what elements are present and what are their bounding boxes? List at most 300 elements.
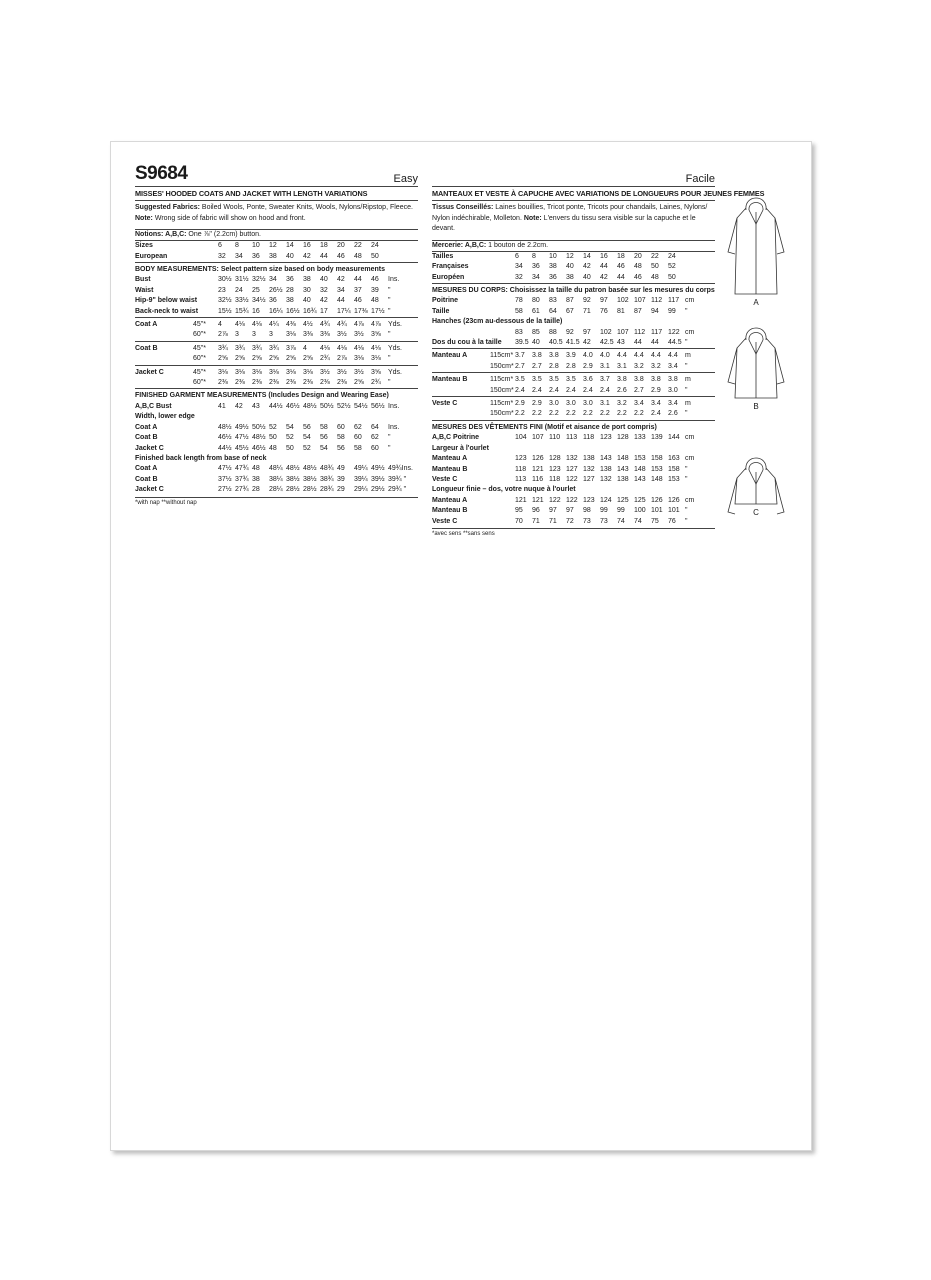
size-value: 81	[617, 307, 625, 315]
view-label: C	[753, 508, 759, 517]
size-value: 38	[566, 273, 574, 281]
size-value: 97	[566, 507, 574, 515]
difficulty-label-fr: Facile	[685, 173, 715, 185]
size-value: 38¼	[269, 475, 283, 483]
row-label: Back-neck to waist	[135, 307, 199, 315]
size-value: 74	[617, 517, 625, 525]
size-value: 3.4	[634, 400, 644, 408]
size-value: 3.2	[634, 362, 644, 370]
section-heading	[432, 485, 715, 495]
size-value: 20	[337, 242, 345, 250]
row-label: Coat B	[135, 434, 158, 442]
size-value: 48	[269, 444, 277, 452]
size-value: 15¾	[235, 307, 249, 315]
unit: "	[388, 331, 391, 339]
coat-line	[749, 333, 763, 341]
size-value: 122	[549, 496, 561, 504]
size-value: 25	[252, 286, 260, 294]
fabric-width	[490, 465, 515, 475]
size-value: 4	[303, 344, 307, 352]
size-value: 97	[549, 507, 557, 515]
size-value: 73	[600, 517, 608, 525]
size-value: 2⅞	[218, 331, 228, 339]
size-value: 2⅞	[337, 355, 347, 363]
size-value: 48½	[218, 423, 232, 431]
size-value: 38	[549, 263, 557, 271]
view-sketches	[721, 182, 791, 572]
size-value: 15½	[218, 307, 232, 315]
size-value: 30	[303, 286, 311, 294]
row-label: Veste C	[432, 475, 458, 483]
unit: "	[388, 307, 391, 315]
size-value: 52	[668, 263, 676, 271]
size-value: 3.8	[617, 376, 627, 384]
size-value: 39.5	[515, 339, 529, 347]
size-value: 44	[634, 339, 642, 347]
size-value: 48	[252, 465, 260, 473]
note-text-fr: L'envers du tissu sera visible sur la capuche et le devant.	[432, 214, 696, 233]
size-value: 3¾	[218, 344, 228, 352]
size-value: 153	[634, 455, 646, 463]
size-value: 17½	[371, 307, 385, 315]
size-value: 52	[286, 434, 294, 442]
section-heading-text: Longueur finie – dos, votre nuque à l'ourlet	[432, 486, 576, 494]
size-value: 71	[549, 517, 557, 525]
size-value: 2⅝	[218, 355, 228, 363]
size-value: 4.4	[651, 352, 661, 360]
size-value: 143	[600, 455, 612, 463]
size-value: 42	[583, 263, 591, 271]
size-value: 38¾	[320, 475, 334, 483]
size-value: 16	[303, 242, 311, 250]
size-value: 3½	[354, 368, 364, 376]
size-value: 4.4	[668, 352, 678, 360]
size-value: 138	[617, 475, 629, 483]
fabric-width	[193, 241, 218, 251]
size-value: 75	[651, 517, 659, 525]
size-value: 39¼	[354, 475, 368, 483]
size-value: 40.5	[549, 339, 563, 347]
size-value: 107	[634, 297, 646, 305]
size-value: 3⅛	[286, 331, 296, 339]
row-label: Européen	[432, 273, 465, 281]
row-label: A,B,C Bust	[135, 402, 172, 410]
size-value: 56	[320, 434, 328, 442]
size-value: 3.4	[651, 400, 661, 408]
size-value: 44	[617, 273, 625, 281]
row-label: Jacket C	[135, 486, 164, 494]
note-label: Note:	[135, 214, 153, 222]
section-heading-text: Largeur à l'ourlet	[432, 444, 489, 452]
size-value: 126	[668, 496, 680, 504]
size-value: 2.4	[532, 386, 542, 394]
size-value: 3⅜	[320, 331, 330, 339]
table-row	[432, 262, 715, 272]
size-value: 54½	[354, 402, 368, 410]
size-value: 2⅝	[252, 355, 262, 363]
view-sketch-a	[721, 182, 791, 312]
size-value: 4.4	[634, 352, 644, 360]
size-value: 121	[532, 496, 544, 504]
size-value: 124	[600, 496, 612, 504]
size-value: 38	[269, 252, 277, 260]
view-label: B	[753, 402, 759, 411]
size-value: 2.2	[634, 410, 644, 418]
size-value: 76	[600, 307, 608, 315]
size-value: 2.4	[515, 386, 525, 394]
size-value: 50	[269, 434, 277, 442]
table-row	[135, 330, 418, 341]
unit: m	[685, 376, 691, 384]
fabric-width	[193, 286, 218, 296]
size-value: 12	[566, 252, 574, 260]
unit: "	[388, 444, 391, 452]
size-value: 4¾	[337, 321, 347, 329]
unit: "	[685, 307, 688, 315]
row-label: Manteau B	[432, 465, 468, 473]
size-value: 40	[566, 263, 574, 271]
size-value: 87	[634, 307, 642, 315]
size-value: 32	[515, 273, 523, 281]
size-value: 50½	[252, 423, 266, 431]
size-value: 27½	[218, 486, 232, 494]
unit: "	[685, 465, 688, 473]
size-value: 132	[583, 465, 595, 473]
size-value: 122	[566, 475, 578, 483]
size-value: 28	[252, 486, 260, 494]
size-value: 121	[515, 496, 527, 504]
coat-drawing	[721, 312, 791, 432]
size-value: 138	[600, 465, 612, 473]
table-row	[135, 464, 418, 474]
size-value: 2.2	[515, 410, 525, 418]
size-value: 3⅛	[354, 355, 364, 363]
size-value: 158	[668, 465, 680, 473]
fabric-width	[490, 475, 515, 485]
size-value: 71	[532, 517, 540, 525]
coat-drawing	[721, 182, 791, 302]
size-value: 29	[337, 486, 345, 494]
notions-label-fr: Mercerie: A,B,C:	[432, 241, 487, 249]
size-value: 39½	[371, 475, 385, 483]
size-value: 112	[634, 328, 646, 336]
size-value: 158	[651, 455, 663, 463]
size-value: 122	[566, 496, 578, 504]
table-row	[432, 409, 715, 420]
size-value: 153	[651, 465, 663, 473]
size-value: 3½	[320, 368, 330, 376]
size-value: 4½	[303, 321, 313, 329]
size-value: 83	[549, 297, 557, 305]
size-value: 60	[371, 444, 379, 452]
unit: "	[388, 379, 391, 387]
size-value: 14	[583, 252, 591, 260]
coat-line	[749, 203, 763, 211]
table-row	[432, 475, 715, 485]
fabric-width: 115cm*	[490, 352, 514, 360]
size-value: 14	[286, 242, 294, 250]
size-value: 97	[600, 297, 608, 305]
size-value: 2⅜	[337, 379, 347, 387]
size-value: 42.5	[600, 339, 614, 347]
size-value: 3.0	[566, 400, 576, 408]
french-size-chart	[432, 252, 715, 527]
size-value: 64	[549, 307, 557, 315]
unit: "	[388, 297, 391, 305]
size-value: 60	[354, 434, 362, 442]
row-label	[135, 330, 193, 341]
table-row	[432, 296, 715, 306]
unit: Ins.	[388, 276, 400, 284]
size-value: 16½	[286, 307, 300, 315]
size-value: 46	[634, 273, 642, 281]
table-row	[432, 506, 715, 516]
size-value: 2⅜	[252, 379, 262, 387]
fabric-width	[490, 252, 515, 262]
size-value: 143	[617, 465, 629, 473]
size-value: 54	[320, 444, 328, 452]
fabrics-text	[135, 201, 418, 224]
size-value: 8	[532, 252, 536, 260]
section-heading-text: Hanches (23cm au-dessous de la taille)	[432, 318, 563, 326]
notions-line	[135, 229, 418, 241]
size-value: 4.4	[617, 352, 627, 360]
table-row	[135, 320, 418, 330]
size-value: 45½	[235, 444, 249, 452]
size-value: 80	[532, 297, 540, 305]
size-value: 3.5	[566, 376, 576, 384]
section-heading-text: Width, lower edge	[135, 413, 195, 421]
size-value: 56	[303, 423, 311, 431]
size-value: 88	[549, 328, 557, 336]
nap-footnote-fr: *avec sens **sans sens	[432, 530, 495, 537]
table-row	[135, 344, 418, 354]
size-value: 40	[303, 297, 311, 305]
english-column	[135, 163, 418, 506]
table-row	[135, 307, 418, 318]
table-row	[432, 252, 715, 262]
unit: cm	[685, 328, 695, 336]
size-value: 50	[286, 444, 294, 452]
size-value: 83	[515, 328, 523, 336]
row-label: Manteau B	[432, 507, 468, 515]
fabric-width	[193, 275, 218, 285]
size-value: 61	[532, 307, 540, 315]
size-value: 3.0	[583, 400, 593, 408]
size-value: 34	[532, 273, 540, 281]
unit: cm	[685, 496, 695, 504]
table-row	[135, 354, 418, 365]
pattern-subtitle-fr: MANTEAUX ET VESTE À CAPUCHE AVEC VARIATIONS DE LONGUEURS POUR JEUNES FEMMES	[432, 187, 715, 201]
row-label	[432, 409, 490, 420]
size-value: 121	[532, 465, 544, 473]
size-value: 3½	[354, 331, 364, 339]
size-value: 3.0	[668, 386, 678, 394]
table-row	[432, 375, 715, 385]
size-value: 4⅛	[354, 344, 364, 352]
size-value: 60	[337, 423, 345, 431]
size-value: 56	[337, 444, 345, 452]
size-value: 4⅛	[320, 344, 330, 352]
size-value: 6	[218, 242, 222, 250]
fabric-width: 150cm*	[490, 386, 514, 394]
section-heading	[135, 265, 418, 275]
unit: Ins.	[388, 423, 400, 431]
size-value: 44	[354, 276, 362, 284]
table-row	[135, 423, 418, 433]
size-value: 2.9	[515, 400, 525, 408]
section-heading	[432, 444, 715, 454]
unit	[388, 241, 418, 251]
size-value: 24	[235, 286, 243, 294]
size-value: 126	[651, 496, 663, 504]
unit: "	[685, 475, 688, 483]
table-row	[135, 252, 418, 263]
section-heading-text: FINISHED GARMENT MEASUREMENTS (Includes Design and Wearing Ease)	[135, 392, 389, 400]
size-value: 123	[549, 465, 561, 473]
size-value: 2⅜	[235, 379, 245, 387]
fabric-width: 115cm*	[490, 400, 514, 408]
size-value: 3½	[337, 368, 347, 376]
section-heading-text: MESURES DU CORPS: Choisissez la taille du patron basée sur les mesures du corps	[432, 287, 715, 294]
french-header	[432, 166, 715, 187]
size-value: 4¾	[320, 321, 330, 329]
size-value: 138	[583, 455, 595, 463]
unit: "	[685, 339, 688, 347]
size-value: 38	[303, 276, 311, 284]
table-row	[432, 351, 715, 361]
size-value: 34½	[252, 297, 266, 305]
row-label: Coat B	[135, 475, 158, 483]
fabric-width: 60"*	[193, 331, 206, 339]
note-label-fr: Note:	[523, 214, 542, 222]
size-value: 99	[600, 507, 608, 515]
fabric-width: 45"*	[193, 368, 206, 376]
size-value: 3⅛	[286, 368, 296, 376]
size-value: 16¼	[269, 307, 283, 315]
table-row	[135, 378, 418, 389]
size-value: 97	[583, 328, 591, 336]
size-value: 2.9	[651, 386, 661, 394]
size-value: 44½	[218, 444, 232, 452]
size-value: 42	[583, 339, 591, 347]
row-label: European	[135, 252, 168, 260]
size-value: 58	[337, 434, 345, 442]
table-row	[135, 475, 418, 485]
table-row	[432, 454, 715, 464]
table-row	[135, 485, 418, 495]
size-value: 36	[532, 263, 540, 271]
size-value: 4⅛	[371, 344, 381, 352]
size-value: 58	[515, 307, 523, 315]
size-value: 38½	[303, 475, 317, 483]
fabric-width: 150cm*	[490, 410, 514, 418]
table-row	[135, 286, 418, 296]
size-value: 3.1	[600, 362, 610, 370]
size-value: 123	[583, 496, 595, 504]
size-value: 36	[286, 276, 294, 284]
size-value: 62	[371, 434, 379, 442]
fabric-width	[193, 402, 218, 412]
size-value: 2⅝	[303, 355, 313, 363]
coat-line	[728, 218, 737, 254]
size-value: 144	[668, 434, 680, 442]
size-value: 148	[651, 475, 663, 483]
size-value: 2.4	[583, 386, 593, 394]
size-value: 128	[549, 455, 561, 463]
size-value: 40	[583, 273, 591, 281]
size-value: 2¾	[371, 379, 381, 387]
size-value: 40	[532, 339, 540, 347]
size-value: 24	[668, 252, 676, 260]
view-sketch-b	[721, 312, 791, 442]
fabric-width	[490, 262, 515, 272]
section-heading	[135, 391, 418, 401]
size-value: 3.8	[651, 376, 661, 384]
size-value: 3.8	[668, 376, 678, 384]
size-value: 3.1	[617, 362, 627, 370]
size-value: 48½	[286, 465, 300, 473]
size-value: 64	[371, 423, 379, 431]
size-value: 50	[371, 252, 379, 260]
size-value: 2.2	[600, 410, 610, 418]
fabric-width	[193, 444, 218, 454]
size-value: 3.4	[668, 400, 678, 408]
size-value: 104	[515, 434, 527, 442]
row-label: A,B,C Poitrine	[432, 434, 480, 442]
size-value: 24	[371, 242, 379, 250]
fabric-width	[490, 454, 515, 464]
size-value: 3.5	[549, 376, 559, 384]
unit: cm	[685, 455, 695, 463]
size-value: 3	[252, 331, 256, 339]
size-value: 2.4	[549, 386, 559, 394]
unit: m	[685, 400, 691, 408]
size-value: 39	[371, 286, 379, 294]
notions-line-fr	[432, 240, 715, 252]
size-value: 4	[218, 321, 222, 329]
row-label	[432, 328, 490, 338]
row-label: Sizes	[135, 242, 153, 250]
size-value: 3.1	[600, 400, 610, 408]
size-value: 4⅜	[286, 321, 296, 329]
size-value: 37½	[218, 475, 232, 483]
size-value: 2.4	[566, 386, 576, 394]
size-value: 39	[337, 475, 345, 483]
size-value: 26½	[269, 286, 283, 294]
row-label: Hip-9" below waist	[135, 297, 198, 305]
table-row	[432, 328, 715, 338]
size-value: 29½	[371, 486, 385, 494]
size-value: 38	[252, 475, 260, 483]
unit: Yds.	[388, 321, 403, 329]
size-value: 99	[617, 507, 625, 515]
row-label: Taille	[432, 307, 450, 315]
size-value: 2.2	[532, 410, 542, 418]
size-value: 73	[583, 517, 591, 525]
fabric-width: 115cm*	[490, 376, 514, 384]
size-value: 126	[532, 455, 544, 463]
size-value: 6	[515, 252, 519, 260]
size-value: 132	[566, 455, 578, 463]
size-value: 41.5	[566, 339, 580, 347]
size-value: 47¾	[235, 465, 249, 473]
nap-footnote: *with nap **without nap	[135, 499, 197, 506]
row-label: Poitrine	[432, 297, 459, 305]
size-value: 44	[337, 297, 345, 305]
row-label: Françaises	[432, 263, 469, 271]
size-value: 28½	[303, 486, 317, 494]
